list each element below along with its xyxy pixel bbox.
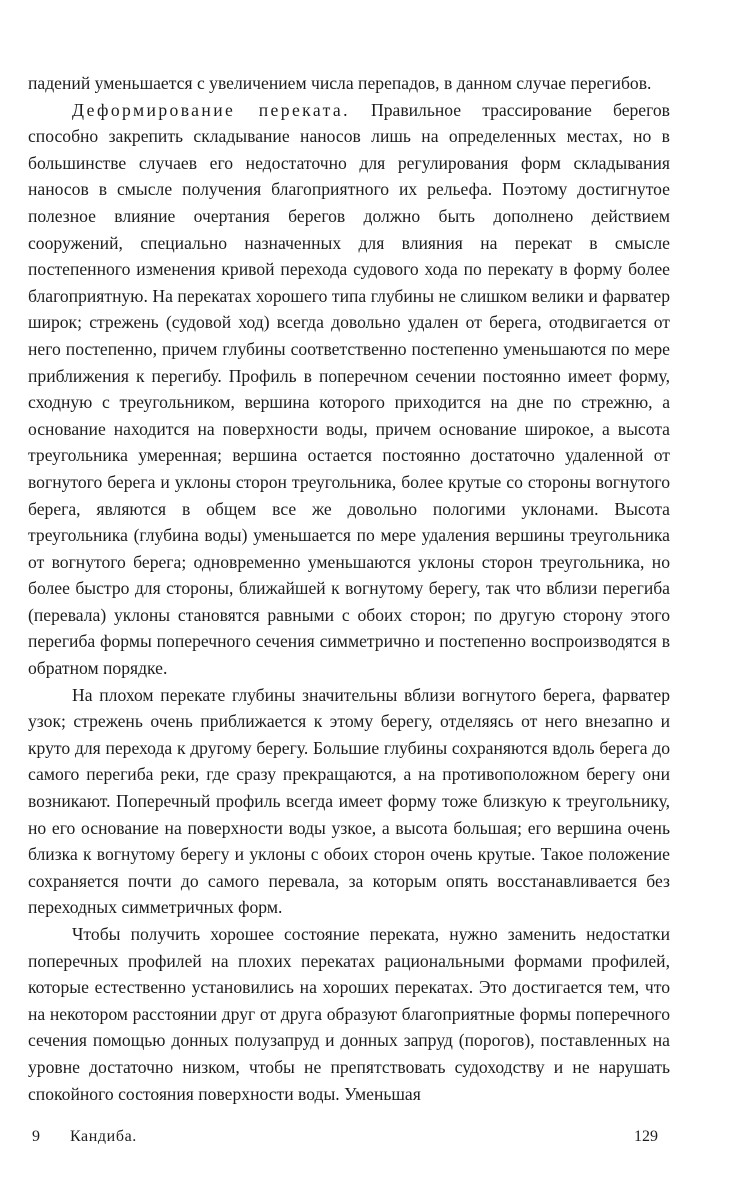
page-body: [28, 70, 670, 1107]
paragraph-text: Правильное трассирование берегов способно закрепить складывание наносов лишь на определенных местах, но в большинстве случаев его недостаточно для регулирования форм складывания наносов в смысле получения благоприятного их рельефа. Поэтому достигнутое полезное влияние очертания берегов должно быть дополнено действием сооружений, специально назначенных для влияния на перекат в смысле постепенного изменения кривой перехода судового хода по перекату в форму более благоприятную. На перекатах хорошего типа глубины не слишком велики и фарватер широк; стрежень (судовой ход) всегда довольно удален от берега, отодвигается от него постепенно, причем глубины соответственно постепенно уменьшаются по мере приближения к перегибу. Профиль в поперечном сечении постоянно имеет форму, сходную с треугольником, вершина которого приходится на дне по стрежню, а основание находится на поверхности воды, причем основание широкое, а высота треугольника умеренная; вершина остается постоянно достаточно удаленной от вогнутого берега и уклоны сторон треугольника, более крутые со стороны вогнутого берега, являются в общем все же довольно пологими уклонами. Высота треугольника (глубина воды) уменьшается по мере удаления вершины треугольника от вогнутого берега; одновременно уменьшаются уклоны сторон треугольника, но более быстро для стороны, ближайшей к вогнутому берегу, так что вблизи перегиба (перевала) уклоны становятся равными с обоих сторон; по другую сторону этого перегиба формы поперечного сечения симметрично и постепенно воспроизводятся в обратном порядке.: [28, 99, 670, 679]
section-run-in-heading: Деформирование переката.: [72, 99, 350, 120]
page-footer: [32, 1128, 658, 1154]
paragraph-deformation: [28, 97, 670, 682]
signature-number: 9: [32, 1128, 40, 1145]
paragraph-bad-shoal: На плохом перекате глубины значительны вблизи вогнутого берега, фарватер узок; стрежень очень приближается к этому берегу, отделяясь от него внезапно и круто для перехода к другому берегу. Большие глубины сохраняются вдоль берега до самого перегиба реки, где сразу прекращаются, а на противоположном берегу они возникают. Поперечный профиль всегда имеет форму тоже близкую к треугольнику, но его основание на поверхности воды узкое, а высота большая; его вершина очень близка к вогнутому берегу и уклоны с обоих сторон очень крутые. Такое положение сохраняется почти до самого перевала, за которым опять восстанавливается без переходных симметричных форм.: [28, 684, 670, 918]
page-number: 129: [634, 1128, 658, 1145]
signature-name: Кандиба.: [70, 1128, 137, 1145]
paragraph-good-state: Чтобы получить хорошее состояние переката, нужно заменить недостатки поперечных профилей на плохих перекатах рациональными формами профилей, которые естественно установились на хороших перекатах. Это достигается тем, что на некотором расстоянии друг от друга образуют благоприятные формы поперечного сечения помощью донных полузапруд и донных запруд (порогов), поставленных на уровне достаточно низком, чтобы не препятствовать судоходству и не нарушать спокойного состояния поверхности воды. Уменьшая: [28, 924, 670, 1104]
paragraph-continuation: падений уменьшается с увеличением числа перепадов, в данном случае перегибов.: [28, 73, 652, 93]
